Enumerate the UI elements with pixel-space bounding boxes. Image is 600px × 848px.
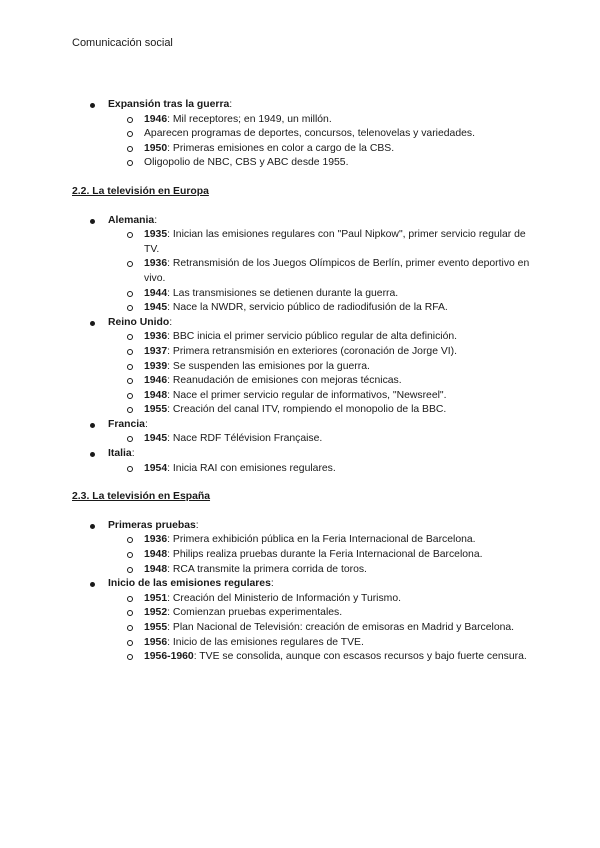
sub-list-item [108, 330, 532, 345]
item-title: Inicio de las emisiones regulares [108, 578, 271, 590]
item-title: Italia [108, 448, 132, 460]
year-label: 1946 [144, 375, 168, 387]
sub-list-item [108, 563, 532, 578]
year-label: 1955 [144, 622, 168, 633]
bullet-icon [90, 423, 95, 428]
sub-list-item [108, 462, 532, 477]
year-label: 1935 [144, 229, 168, 241]
entry-text: : Plan Nacional de Televisión: creación de emisoras en Madrid y Barcelona. [167, 622, 515, 633]
sub-list-item [108, 533, 532, 548]
bullet-icon [90, 103, 95, 108]
year-label: 1936 [144, 534, 168, 546]
year-label: 1956-1960 [144, 651, 194, 663]
circle-bullet-icon [127, 232, 133, 238]
item-colon: : [229, 99, 233, 110]
circle-bullet-icon [127, 567, 133, 573]
bullet-icon [90, 321, 95, 326]
circle-bullet-icon [127, 537, 133, 543]
item-title: Alemania [108, 214, 155, 226]
circle-bullet-icon [127, 131, 133, 137]
sub-list [108, 330, 532, 418]
item-title: Reino Unido [108, 316, 170, 328]
year-label: 1948 [144, 563, 168, 575]
sub-list-item [108, 301, 532, 316]
sub-list-item [108, 636, 532, 651]
circle-bullet-icon [127, 160, 133, 166]
document-body [72, 98, 532, 665]
section-spain-list [72, 519, 532, 665]
entry-text: : Mil receptores; en 1949, un millón. [167, 113, 332, 125]
year-label: 1939 [144, 360, 168, 372]
circle-bullet-icon [127, 364, 133, 370]
circle-bullet-icon [127, 393, 133, 399]
year-label: 1951 [144, 592, 168, 604]
sub-list-item [108, 606, 532, 621]
circle-bullet-icon [127, 334, 133, 340]
item-colon: : [169, 316, 173, 328]
sub-list-item [108, 374, 532, 389]
list-item [72, 316, 532, 418]
circle-bullet-icon [127, 378, 133, 384]
sub-list-item [108, 548, 532, 563]
item-colon: : [144, 418, 148, 430]
bullet-list [72, 519, 532, 665]
item-title: Francia [108, 418, 145, 430]
entry-text: : Inicia RAI con emisiones regulares. [167, 462, 336, 474]
year-label: 1948 [144, 549, 168, 561]
entry-text: : TVE se consolida, aunque con escasos recursos y bajo fuerte censura. [193, 651, 527, 663]
sub-list-item [108, 287, 532, 302]
year-label: 1955 [144, 404, 168, 416]
sub-list [108, 113, 532, 171]
circle-bullet-icon [127, 596, 133, 602]
bullet-icon [90, 219, 95, 224]
sub-list-item [108, 156, 532, 171]
entry-text: : Nace el primer servicio regular de informativos, "Newsreel". [167, 389, 447, 401]
sub-list [108, 228, 532, 316]
entry-text: : Creación del Ministerio de Información y Turismo. [167, 592, 402, 604]
entry-text: : Primeras emisiones en color a cargo de la CBS. [167, 142, 395, 154]
section-title-europe: 2.2. La televisión en Europa [72, 185, 209, 197]
sub-list-item [108, 403, 532, 418]
year-label: 1946 [144, 113, 168, 125]
entry-text: Oligopolio de NBC, CBS y ABC desde 1955. [144, 157, 349, 169]
circle-bullet-icon [127, 305, 133, 311]
circle-bullet-icon [127, 407, 133, 413]
sub-list [108, 533, 532, 577]
circle-bullet-icon [127, 610, 133, 616]
sub-list-item [108, 142, 532, 157]
sub-list-item [108, 592, 532, 607]
circle-bullet-icon [127, 640, 133, 646]
sub-list-item [108, 621, 532, 636]
circle-bullet-icon [127, 349, 133, 355]
item-title: Expansión tras la guerra [108, 99, 230, 110]
list-item [72, 98, 532, 171]
sub-list-item [108, 389, 532, 404]
sub-list-item [108, 432, 532, 447]
circle-bullet-icon [127, 466, 133, 472]
entry-text: : Inician las emisiones regulares con "Paul Nipkow", primer servicio regular de TV. [144, 229, 526, 255]
bullet-list [72, 214, 532, 477]
sub-list-item [108, 228, 532, 257]
year-label: 1936 [144, 258, 168, 270]
item-colon: : [195, 519, 199, 531]
year-label: 1945 [144, 433, 168, 445]
sub-list-item [108, 360, 532, 375]
sub-list-item [108, 257, 532, 286]
sub-list [108, 432, 532, 447]
sub-list [108, 462, 532, 477]
section-europe-list [72, 214, 532, 477]
circle-bullet-icon [127, 146, 133, 152]
item-title: Primeras pruebas [108, 519, 196, 531]
sub-list-item [108, 113, 532, 128]
bullet-icon [90, 452, 95, 457]
list-item [72, 418, 532, 447]
entry-text: : Primera retransmisión en exteriores (coronación de Jorge VI). [167, 345, 458, 357]
list-item [72, 214, 532, 316]
sub-list-item [108, 650, 532, 665]
year-label: 1956 [144, 636, 168, 648]
list-item [72, 447, 532, 476]
entry-text: : Inicio de las emisiones regulares de TVE. [167, 636, 364, 648]
entry-text: : Philips realiza pruebas durante la Feria Internacional de Barcelona. [167, 549, 483, 561]
year-label: 1952 [144, 607, 168, 619]
circle-bullet-icon [127, 261, 133, 267]
entry-text: : Nace la NWDR, servicio público de radiodifusión de la RFA. [167, 302, 448, 314]
sub-list-item [108, 127, 532, 142]
entry-text: Aparecen programas de deportes, concursos, telenovelas y variedades. [144, 128, 475, 140]
entry-text: : Creación del canal ITV, rompiendo el monopolio de la BBC. [167, 404, 447, 416]
entry-text: : Primera exhibición pública en la Feria Internacional de Barcelona. [167, 534, 476, 546]
entry-text: : Retransmisión de los Juegos Olímpicos de Berlín, primer evento deportivo en vivo. [144, 258, 530, 284]
circle-bullet-icon [127, 552, 133, 558]
year-label: 1937 [144, 345, 168, 357]
bullet-icon [90, 582, 95, 587]
entry-text: : Las transmisiones se detienen durante la guerra. [167, 287, 399, 299]
entry-text: : RCA transmite la primera corrida de toros. [167, 563, 367, 575]
circle-bullet-icon [127, 436, 133, 442]
item-colon: : [270, 578, 274, 590]
entry-text: : BBC inicia el primer servicio público regular de alta definición. [167, 331, 458, 343]
circle-bullet-icon [127, 625, 133, 631]
entry-text: : Reanudación de emisiones con mejoras técnicas. [167, 375, 402, 387]
list-item [72, 519, 532, 577]
bullet-list [72, 98, 532, 171]
bullet-icon [90, 524, 95, 529]
year-label: 1948 [144, 389, 168, 401]
item-colon: : [131, 448, 135, 460]
entry-text: : Nace RDF Télévision Française. [167, 433, 323, 445]
block-expansion [72, 98, 532, 171]
entry-text: : Se suspenden las emisiones por la guerra. [167, 360, 370, 372]
year-label: 1936 [144, 331, 168, 343]
year-label: 1945 [144, 302, 168, 314]
circle-bullet-icon [127, 291, 133, 297]
sub-list-item [108, 345, 532, 360]
list-item [72, 577, 532, 665]
page-header: Comunicación social [72, 37, 173, 49]
item-colon: : [154, 214, 158, 226]
entry-text: : Comienzan pruebas experimentales. [167, 607, 343, 619]
circle-bullet-icon [127, 654, 133, 660]
section-title-spain: 2.3. La televisión en España [72, 491, 211, 503]
year-label: 1954 [144, 462, 168, 474]
circle-bullet-icon [127, 117, 133, 123]
year-label: 1944 [144, 287, 168, 299]
sub-list [108, 592, 532, 665]
year-label: 1950 [144, 142, 168, 154]
